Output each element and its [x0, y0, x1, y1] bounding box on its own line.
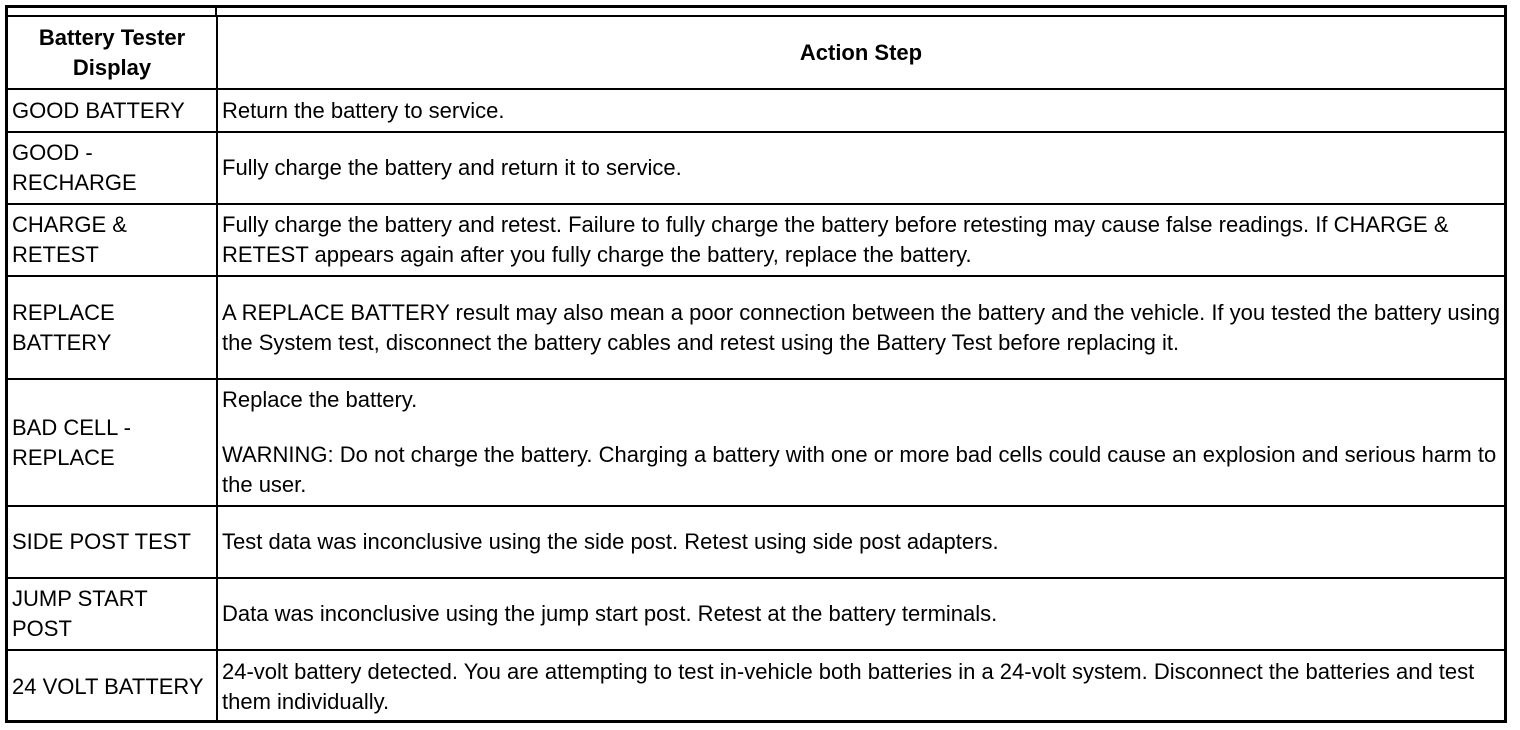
- action-text: Test data was inconclusive using the side post. Retest using side post adapters.: [222, 529, 999, 554]
- display-cell: JUMP START POST: [8, 578, 217, 650]
- action-text: Fully charge the battery and return it to service.: [222, 155, 682, 180]
- display-cell: REPLACE BATTERY: [8, 276, 217, 379]
- battery-tester-table: [8, 17, 1504, 722]
- header-battery-tester-display: Battery Tester Display: [8, 17, 217, 89]
- table-row: [8, 578, 1504, 650]
- action-cell: [217, 578, 1504, 650]
- action-cell: [217, 506, 1504, 578]
- action-text: 24-volt battery detected. You are attempting to test in-vehicle both batteries in a 24-volt system. Disconnect the batteries and test them individually.: [222, 658, 1475, 714]
- table-row: [8, 132, 1504, 204]
- display-cell: CHARGE & RETEST: [8, 204, 217, 276]
- table-row: [8, 506, 1504, 578]
- table-header-row: [8, 17, 1504, 89]
- action-cell: [217, 650, 1504, 722]
- warning-text: WARNING: Do not charge the battery. Charging a battery with one or more bad cells could cause an explosion and serious harm to the user.: [222, 442, 1497, 497]
- display-cell: SIDE POST TEST: [8, 506, 217, 578]
- action-text: Data was inconclusive using the jump start post. Retest at the battery terminals.: [222, 601, 998, 626]
- action-text: Fully charge the battery and retest. Failure to fully charge the battery before retesting may cause false readings. If CHARGE & RETEST appears again after you fully charge the battery, replace the battery.: [222, 212, 1449, 267]
- table-row: [8, 650, 1504, 722]
- action-text: Return the battery to service.: [222, 97, 505, 123]
- action-cell: [217, 379, 1504, 506]
- column-divider: [215, 8, 217, 15]
- table-top-band: [8, 8, 1504, 17]
- action-cell: [217, 89, 1504, 132]
- display-cell: BAD CELL - REPLACE: [8, 379, 217, 506]
- display-cell: GOOD BATTERY: [8, 89, 217, 132]
- action-cell: [217, 276, 1504, 379]
- action-cell: [217, 132, 1504, 204]
- table-row: [8, 89, 1504, 132]
- action-text: Replace the battery.: [222, 387, 418, 412]
- battery-tester-table-frame: [5, 5, 1507, 723]
- action-cell: [217, 204, 1504, 276]
- action-text: A REPLACE BATTERY result may also mean a poor connection between the battery and the vehicle. If you tested the battery using the System test, disconnect the battery cables and retest using the Battery Test before replacing it.: [222, 299, 1500, 355]
- table-row: [8, 204, 1504, 276]
- display-cell: 24 VOLT BATTERY: [8, 650, 217, 722]
- table-row: [8, 379, 1504, 506]
- header-action-step: Action Step: [217, 17, 1504, 89]
- table-row: [8, 276, 1504, 379]
- display-cell: GOOD - RECHARGE: [8, 132, 217, 204]
